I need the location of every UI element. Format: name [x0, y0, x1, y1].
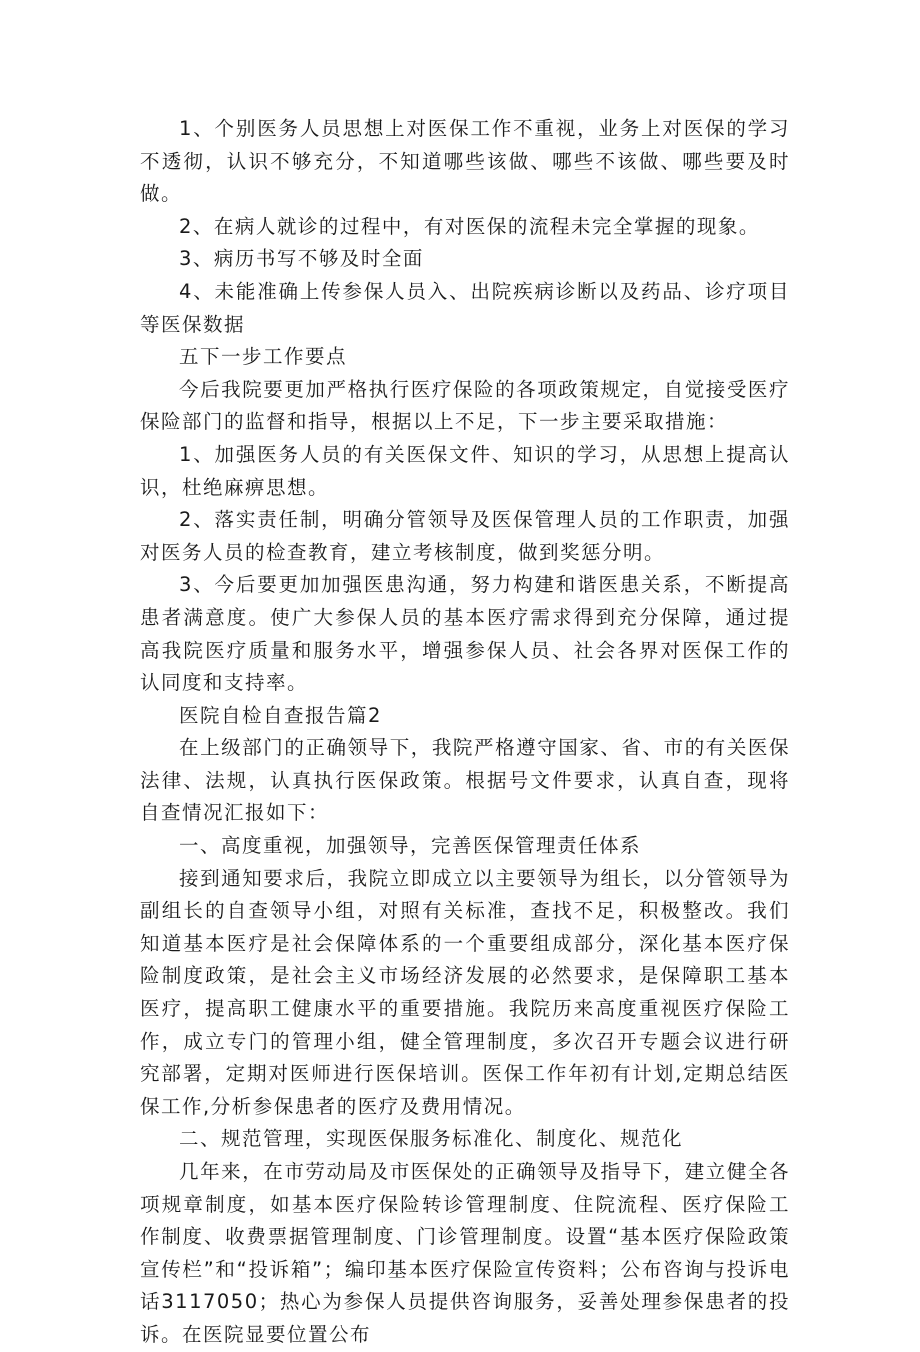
paragraph: 2、落实责任制，明确分管领导及医保管理人员的工作职责，加强对医务人员的检查教育，建立考核制度，做到奖惩分明。 — [140, 508, 790, 564]
paragraph: 1、个别医务人员思想上对医保工作不重视，业务上对医保的学习不透彻，认识不够充分，不知道哪些该做、哪些不该做、哪些要及时做。 — [140, 117, 790, 206]
paragraph: 4、未能准确上传参保人员入、出院疾病诊断以及药品、诊疗项目等医保数据 — [140, 279, 790, 336]
paragraph: 3、今后要更加加强医患沟通，努力构建和谐医患关系，不断提高患者满意度。使广大参保人员的基本医疗需求得到充分保障，通过提高我院医疗质量和服务水平，增强参保人员、社会各界对医保工作的认同度和支持率。 — [140, 573, 790, 695]
paragraph: 在上级部门的正确领导下，我院严格遵守国家、省、市的有关医保法律、法规，认真执行医保政策。根据号文件要求，认真自查，现将自查情况汇报如下： — [140, 736, 790, 825]
section-heading: 一、高度重视，加强领导，完善医保管理责任体系 — [179, 834, 642, 858]
report-title: 医院自检自查报告篇2 — [179, 703, 382, 727]
paragraph: 今后我院要更加严格执行医疗保险的各项政策规定，自觉接受医疗保险部门的监督和指导，根据以上不足，下一步主要采取措施： — [140, 377, 790, 434]
paragraph: 几年来，在市劳动局及市医保处的正确领导及指导下，建立健全各项规章制度，如基本医疗保险转诊管理制度、住院流程、医疗保险工作制度、收费票据管理制度、门诊管理制度。设置“基本医疗保险政策宣传栏”和“投诉箱”；编印基本医疗保险宣传资料；公布咨询与投诉电话3117050；热心为参保人员提供咨询服务，妥善处理参保患者的投诉。在医院显要位置公布 — [140, 1160, 790, 1346]
paragraph: 2、在病人就诊的过程中，有对医保的流程未完全掌握的现象。 — [179, 214, 760, 238]
paragraph: 3、病历书写不够及时全面 — [179, 247, 424, 271]
paragraph: 1、加强医务人员的有关医保文件、知识的学习，从思想上提高认识，杜绝麻痹思想。 — [140, 442, 790, 499]
section-heading: 二、规范管理，实现医保服务标准化、制度化、规范化 — [179, 1127, 684, 1151]
paragraph: 接到通知要求后，我院立即成立以主要领导为组长，以分管领导为副组长的自查领导小组，对照有关标准，查找不足，积极整改。我们知道基本医疗是社会保障体系的一个重要组成部分，深化基本医疗保险制度政策，是社会主义市场经济发展的必然要求，是保障职工基本医疗，提高职工健康水平的重要措施。我院历来高度重视医疗保险工作，成立专门的管理小组，健全管理制度，多次召开专题会议进行研究部署，定期对医师进行医保培训。医保工作年初有计划,定期总结医保工作,分析参保患者的医疗及费用情况。 — [140, 866, 790, 1118]
section-heading: 五下一步工作要点 — [179, 345, 348, 369]
